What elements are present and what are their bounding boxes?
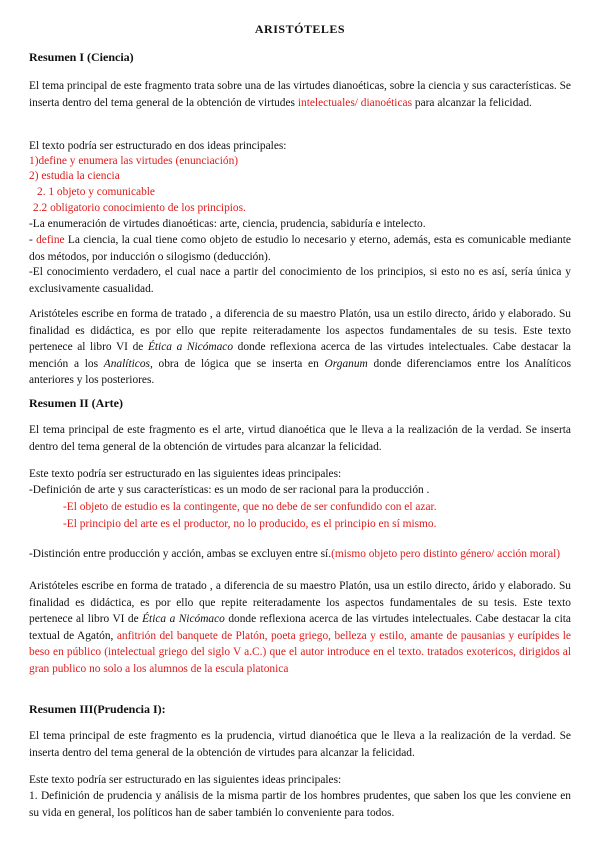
s2-sub-1: -El objeto de estudio es la contingente, que no debe de ser confundido con el azar. xyxy=(63,501,437,513)
s1-bullet-3: -El conocimiento verdadero, el cual nace a partir del conocimiento de los principios, si esto no es así, sería única y exclusivamente casualidad. xyxy=(29,266,571,295)
s2-sub-2: -El principio del arte es el productor, no lo producido, es el principio en sí mismo. xyxy=(63,518,437,530)
s2-paragraph-1: El tema principal de este fragmento es el arte, virtud dianoética que le lleva a la realización de la verdad. Se inserta dentro del tema general de la obtención de virtudes para alcanzar la felicidad. xyxy=(29,424,571,453)
s2-bullet-1: -Definición de arte y sus características: es un modo de ser racional para la producción . xyxy=(29,484,430,496)
section-heading-3: Resumen III(Prudencia I): xyxy=(29,702,166,716)
s3-paragraph-1: El tema principal de este fragmento es la prudencia, virtud dianoética que le lleva a la realización de la verdad. Se inserta dentro del tema general de la obtención de virtudes para alcanzar la felicidad. xyxy=(29,730,571,759)
section-heading-2: Resumen II (Arte) xyxy=(29,396,123,410)
s1-intro: El texto podría ser estructurado en dos ideas principales: xyxy=(29,140,287,152)
s1-outline-2: 2) estudia la ciencia xyxy=(29,170,120,182)
s1-paragraph-1: El tema principal de este fragmento trata sobre una de las virtudes dianoéticas, sobre la ciencia y sus características. Se inserta dentro del tema general de la obtención de virtudes intelectuales/ dianoéticas para alcanzar la felicidad. xyxy=(29,80,571,109)
s1-paragraph-2: Aristóteles escribe en forma de tratado , a diferencia de su maestro Platón, usa un estilo directo, árido y elaborado. Su finalidad es didáctica, es por ello que repite reiteradamente los aspectos fundamentales de su tesis. Este texto pertenece al libro VI de Ética a Nicómaco donde reflexiona acerca de las virtudes intelectuales. Cabe destacar la mención a los Analíticos, obra de lógica que se inserta en Organum donde diferenciamos entre los Analíticos anteriores y los posteriores. xyxy=(29,308,572,387)
s2-intro: Este texto podría ser estructurado en las siguientes ideas principales: xyxy=(29,468,342,480)
s1-bullet-1: -La enumeración de virtudes dianoéticas: arte, ciencia, prudencia, sabiduría e intelecto. xyxy=(29,218,426,230)
s2-paragraph-2: Aristóteles escribe en forma de tratado , a diferencia de su maestro Platón, usa un estilo directo, árido y elaborado. Su finalidad es didáctica, es por ello que repite reiteradamente los aspectos fundamentales de su tesis. Este texto pertenece al libro VI de Ética a Nicómaco donde reflexiona acerca de las virtudes intelectuales. Cabe destacar la cita textual de Agatón, anfitrión del banquete de Platón, poeta griego, belleza y estilo, amante de pausanias y eurípides le beso en público (intelectual griego del siglo V a.C.) que el autor introduce en el texto. tratados exotericos, dirigidos al gran publico no solo a los alumnos de la escula platonica xyxy=(29,580,571,675)
page-title: ARISTÓTELES xyxy=(254,22,346,36)
s2-bullet-2: -Distinción entre producción y acción, ambas se excluyen entre sí.(mismo objeto pero distinto género/ acción moral) xyxy=(29,548,561,560)
s3-bullet-1: 1. Definición de prudencia y análisis de la misma partir de los hombres prudentes, que saben los que les conviene en su vida en general, los políticos han de saber también lo conveniente para todos. xyxy=(29,790,571,819)
s3-intro: Este texto podría ser estructurado en las siguientes ideas principales: xyxy=(29,774,342,786)
s1-outline-1: 1)define y enumera las virtudes (enunciación) xyxy=(29,155,239,167)
s1-bullet-2: - define La ciencia, la cual tiene como objeto de estudio lo necesario y eterno, además, esta es comunicable mediante dos métodos, por inducción o silogismo (deducción). xyxy=(29,234,571,263)
s1-outline-2-2: 2.2 obligatorio conocimiento de los principios. xyxy=(33,202,246,214)
s1-outline-2-1: 2. 1 objeto y comunicable xyxy=(37,186,155,198)
section-heading-1: Resumen I (Ciencia) xyxy=(29,50,134,64)
